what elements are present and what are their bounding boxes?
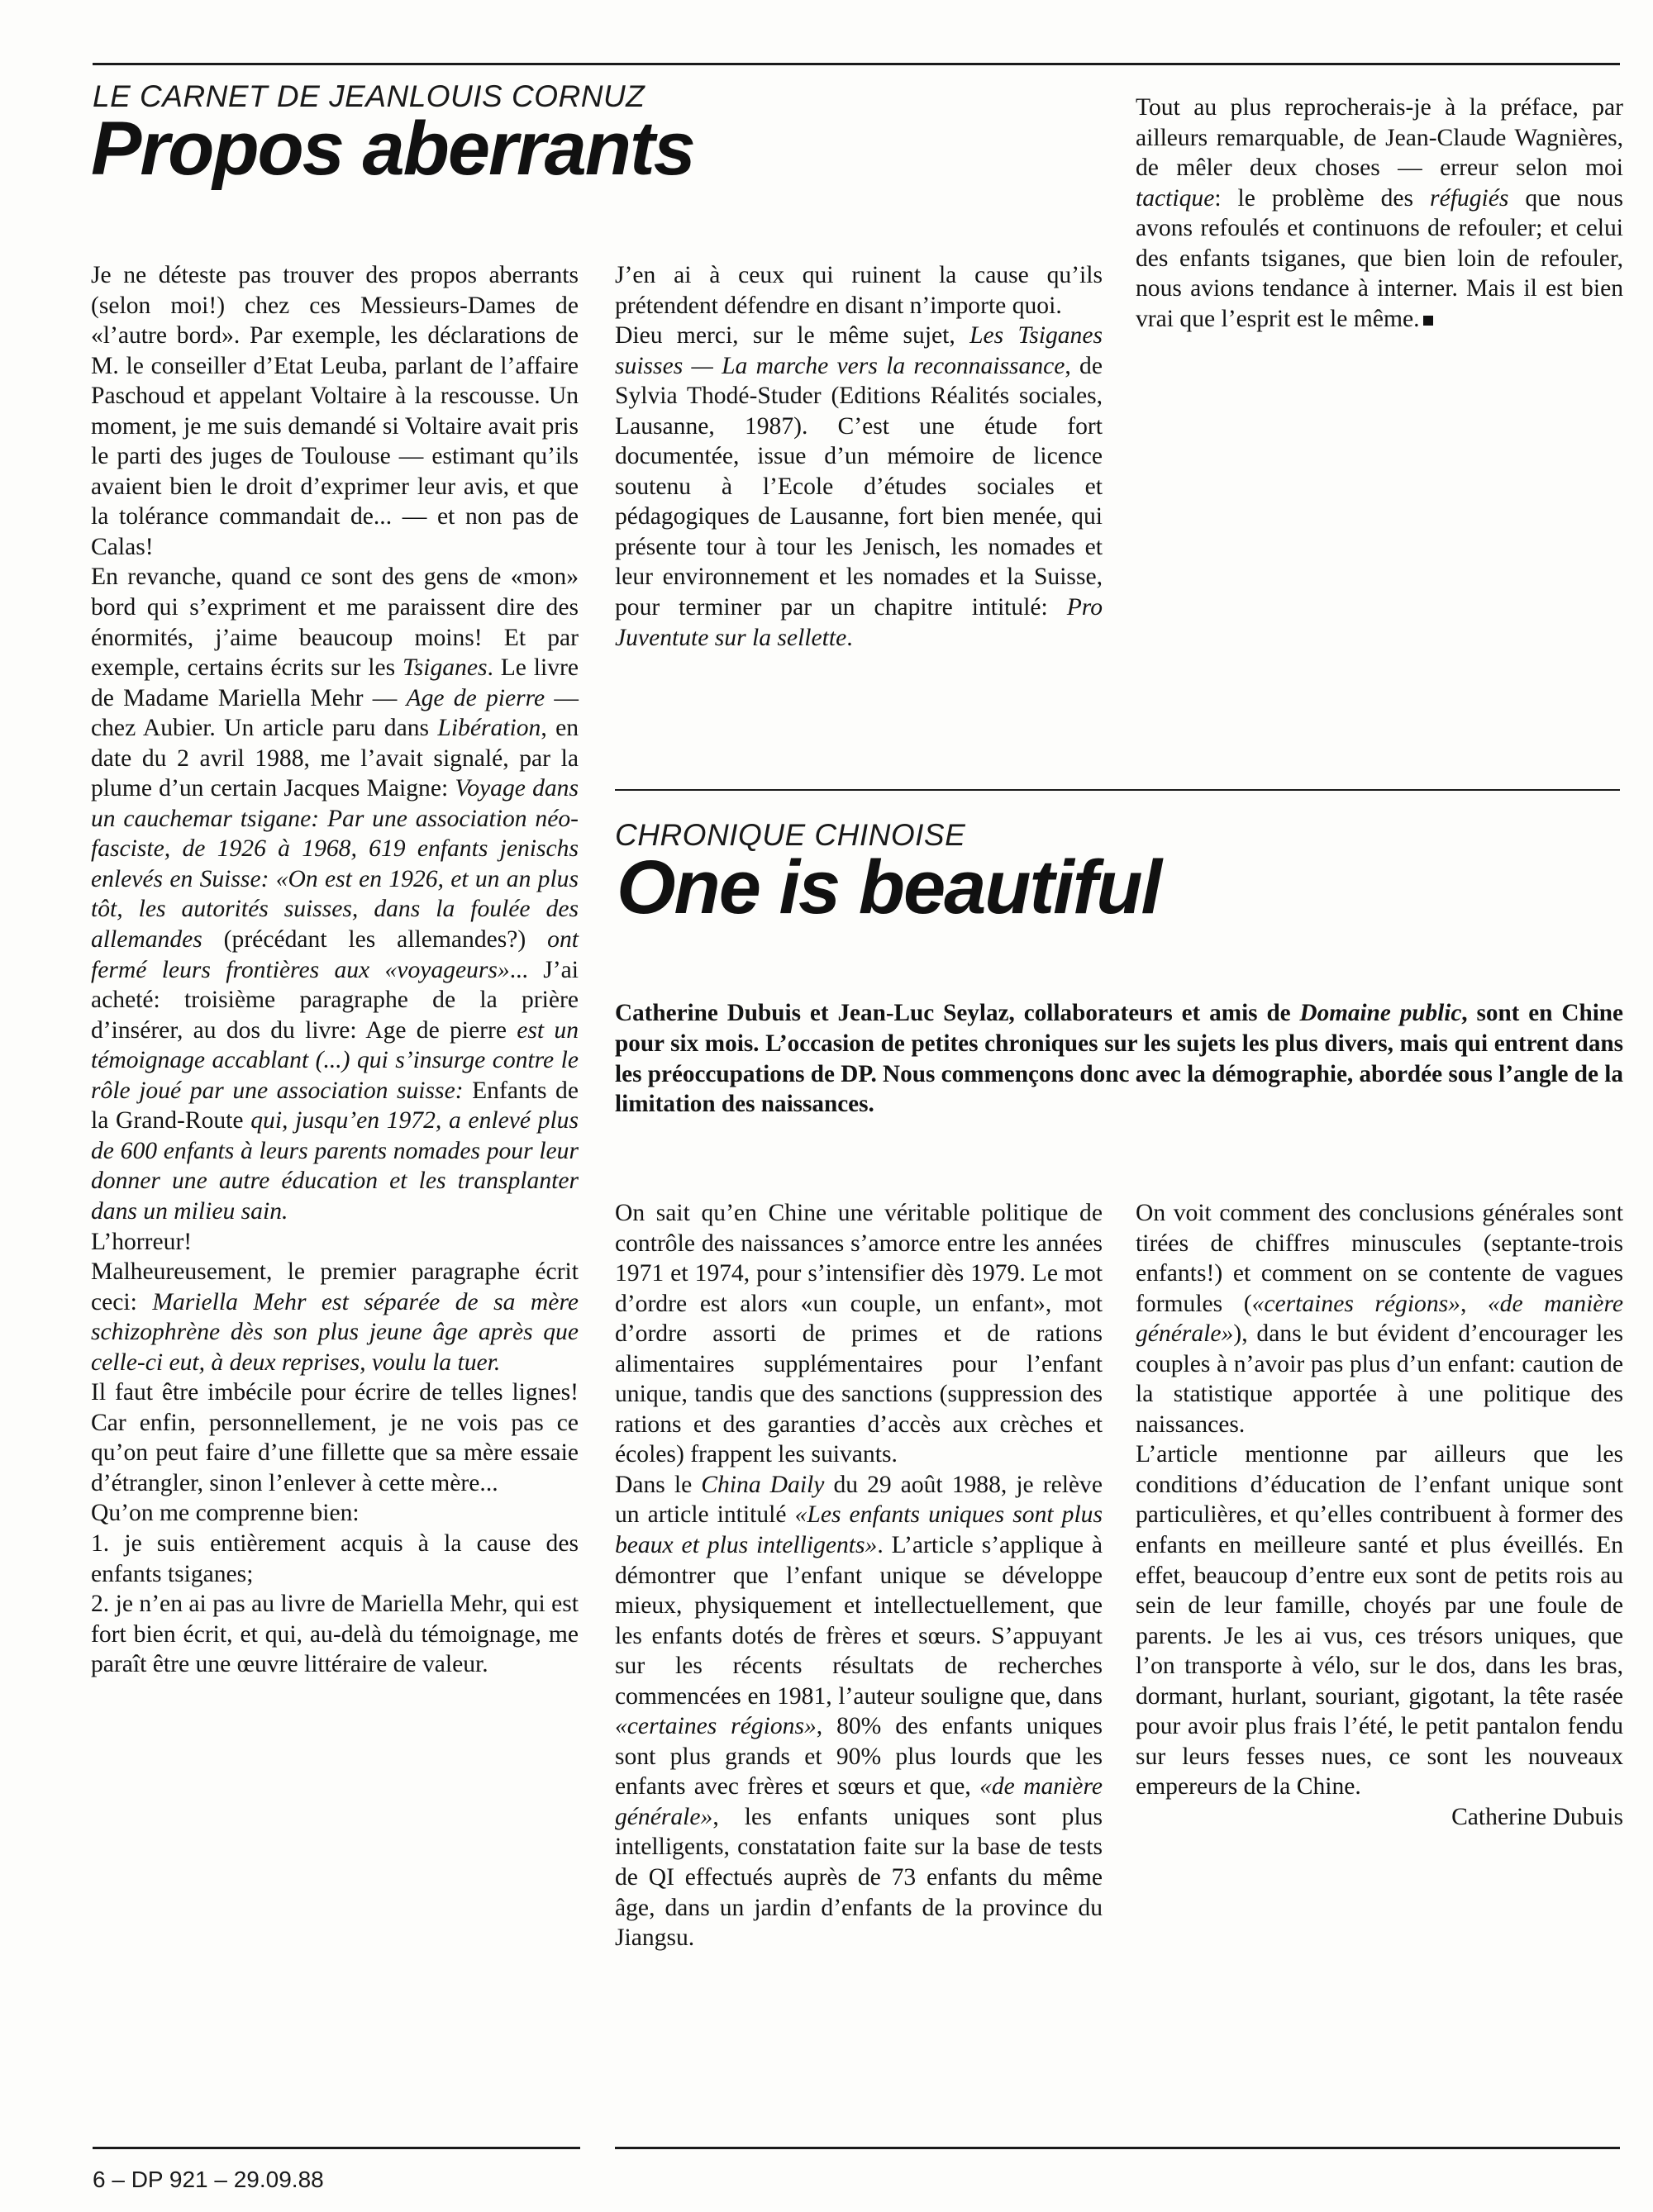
article1-paragraph: Malheureusement, le premier paragraphe écrit ceci: Mariella Mehr est séparée de sa mère schizophrène dès son plus jeune âge après que celle-ci eut, à deux reprises, voulu la tuer. [91, 1258, 579, 1376]
top-rule [93, 63, 1620, 65]
bottom-rule-right [615, 2147, 1620, 2149]
article1-paragraph: Tout au plus reprocherais-je à la préface, par ailleurs remarquable, de Jean-Claude Wagnières, de mêler deux choses — erreur selon moi tactique: le problème des réfugiés que nous avons refoulés et continuons de refouler; et celui des enfants tsiganes, que bien loin de refouler, nous avions tendance à interner. Mais il est bien vrai que l’esprit est le même. [1136, 94, 1623, 332]
page-folio: 6 – DP 921 – 29.09.88 [93, 2167, 324, 2192]
article2-paragraph: On voit comment des conclusions générales sont tirées de chiffres minuscules (septante-trois enfants!) et comment on se contente de vagues formules («certaines régions», «de manière générale»), dans le but évident d’encourager les couples à n’avoir pas plus d’un enfant: caution de la statistique apportée à une politique des naissances. [1136, 1200, 1623, 1438]
bottom-rule-left [93, 2147, 580, 2149]
article2-signature: Catherine Dubuis [1451, 1803, 1623, 1830]
article2-title: One is beautiful [617, 845, 1161, 930]
article1-paragraph: Qu’on me comprenne bien: [91, 1500, 360, 1527]
article1-column-3 [1136, 93, 1623, 334]
article1-paragraph: Je ne déteste pas trouver des propos aberrants (selon moi!) chez ces Messieurs-Dames de «l’autre bord». Par exemple, les déclarations de M. le conseiller d’Etat Leuba, parlant de l’affaire Paschoud et appelant Voltaire à la rescousse. Un moment, je me suis demandé si Voltaire avait pris le parti des juges de Toulouse — estimant qu’ils avaient bien le droit d’exprimer leur avis, et que la tolérance commandait de... — et non pas de Calas! [91, 262, 579, 560]
article1-paragraph: J’en ai à ceux qui ruinent la cause qu’ils prétendent défendre en disant n’importe quoi. [615, 262, 1103, 319]
article2-kicker: CHRONIQUE CHINOISE [615, 818, 966, 852]
article1-paragraph: Il faut être imbécile pour écrire de telles lignes! Car enfin, personnellement, je ne vois pas ce qu’on peut faire d’une fillette que sa mère essaie d’étrangler, sinon l’enlever à cette mère... [91, 1379, 579, 1496]
article2-column-2 [1136, 1198, 1623, 1832]
article1-column-1 [91, 260, 579, 1680]
section-rule [615, 789, 1620, 791]
end-mark-icon [1423, 316, 1433, 326]
article1-column-2 [615, 260, 1103, 653]
article1-paragraph: L’horreur! [91, 1228, 193, 1255]
article1-kicker: LE CARNET DE JEANLOUIS CORNUZ [93, 79, 645, 113]
article1-paragraph: 1. je suis entièrement acquis à la cause des enfants tsiganes; [91, 1529, 579, 1587]
article2-paragraph: Dans le China Daily du 29 août 1988, je relève un article intitulé «Les enfants uniques sont plus beaux et plus intelligents». L’article s’applique à démontrer que l’enfant unique se développe mieux, physiquement et intellectuellement, que les enfants dotés de frères et sœurs. S’appuyant sur les récents résultats de recherches commencées en 1981, l’auteur souligne que, dans «certaines régions», 80% des enfants uniques sont plus grands et 90% plus lourds que les enfants avec frères et sœurs et que, «de manière générale», les enfants uniques sont plus intelligents, constatation faite sur la base de tests de QI effectués auprès de 73 enfants du même âge, dans un jardin d’enfants de la province du Jiangsu. [615, 1471, 1103, 1952]
article2-paragraph: On sait qu’en Chine une véritable politique de contrôle des naissances s’amorce entre les années 1971 et 1974, pour s’intensifier dès 1979. Le mot d’ordre est alors «un couple, un enfant», mot d’ordre assorti de primes et de rations alimentaires supplémentaires pour l’enfant unique, tandis que des sanctions (suppression des rations et des garanties d’accès aux crèches et écoles) frappent les suivants. [615, 1200, 1103, 1468]
article1-title: Propos aberrants [91, 107, 694, 191]
article2-paragraph: L’article mentionne par ailleurs que les conditions d’éducation de l’enfant unique sont particulières, et qu’elles contribuent à former des enfants en meilleure santé et plus éveillés. En effet, beaucoup d’entre eux sont de petits rois au sein de leur famille, choyés par une foule de parents. Je les ai vus, ces trésors uniques, que l’on transporte à vélo, sur le dos, dans les bras, dormant, hurlant, souriant, gigotant, la tête rasée pour avoir plus frais l’été, le petit pantalon fendu sur leurs fesses nues, ce sont les nouveaux empereurs de la Chine. [1136, 1441, 1623, 1801]
article1-paragraph: 2. je n’en ai pas au livre de Mariella Mehr, qui est fort bien écrit, et qui, au-delà du témoignage, me paraît être une œuvre littéraire de valeur. [91, 1591, 579, 1678]
article2-column-1 [615, 1198, 1103, 1953]
article1-paragraph: Dieu merci, sur le même sujet, Les Tsiganes suisses — La marche vers la reconnaissance, de Sylvia Thodé-Studer (Editions Réalités sociales, Lausanne, 1987). C’est une étude fort documentée, issue d’un mémoire de licence soutenu à l’Ecole d’études sociales et pédagogiques de Lausanne, fort bien menée, qui présente tour à tour les Jenisch, les nomades et leur environnement et les nomades et la Suisse, pour terminer par un chapitre intitulé: Pro Juventute sur la sellette. [615, 322, 1103, 651]
article1-paragraph: En revanche, quand ce sont des gens de «mon» bord qui s’expriment et me paraissent dire des énormités, j’aime beaucoup moins! Et par exemple, certains écrits sur les Tsiganes. Le livre de Madame Mariella Mehr — Age de pierre — chez Aubier. Un article paru dans Libération, en date du 2 avril 1988, me l’avait signalé, par la plume d’un certain Jacques Maigne: Voyage dans un cauchemar tsigane: Par une association néo-fasciste, de 1926 à 1968, 619 enfants jenischs enlevés en Suisse: «On est en 1926, et un an plus tôt, les autorités suisses, dans la foulée des allemandes (précédant les allemandes?) ont fermé leurs frontières aux «voyageurs»... J’ai acheté: troisième paragraphe de la prière d’insérer, au dos du livre: Age de pierre est un témoignage accablant (...) qui s’insurge contre le rôle joué par une association suisse: Enfants de la Grand-Route qui, jusqu’en 1972, a enlevé plus de 600 enfants à leurs parents nomades pour leur donner une autre éducation et les transplanter dans un milieu sain. [91, 564, 579, 1225]
article2-lead: Catherine Dubuis et Jean-Luc Seylaz, collaborateurs et amis de Domaine public, sont en Chine pour six mois. L’occasion de petites chroniques sur les sujets les plus divers, mais qui entrent dans les préoccupations de DP. Nous commençons donc avec la démographie, abordée sous l’angle de la limitation des naissances. [615, 1000, 1623, 1118]
